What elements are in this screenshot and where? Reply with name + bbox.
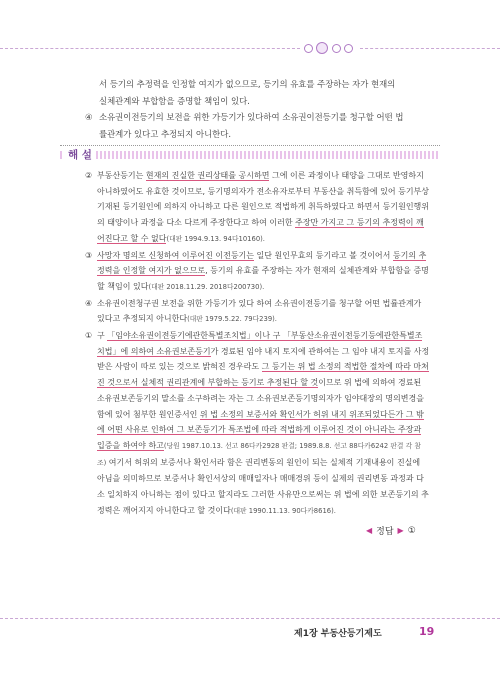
footer-divider <box>0 618 500 619</box>
explanation-item <box>85 296 430 328</box>
choice-text: 소유권이전등기의 보전을 위한 가등기가 있다하여 소유권이전등기를 청구할 어떤 법 <box>99 112 404 122</box>
underlined-text: 그 등기는 위 법 소정의 적법한 절차에 따라 마쳐진 것으로서 실체적 권리관계에 부합하는 등기로 추정된다 할 것 <box>97 362 429 388</box>
case-citation: (당원 1987.10.13. 선고 86다카2928 판결; 1989.8.8. 선고 88다카6242 판결 각 참조) <box>97 441 421 467</box>
underlined-text: 「임야소유권이전등기에관한특별조치법」이나 구 「부동산소유권이전등기등에관한특별조치법」에 의하여 소유권보존등기 <box>97 331 423 356</box>
text: 일단 원인무효의 등기라고 볼 것이어서 <box>254 250 393 260</box>
choice-text: 률관계가 있다고 추정되지 아니한다. <box>99 128 232 139</box>
decor-dot <box>332 44 341 53</box>
text: 구 <box>97 331 108 341</box>
underlined-text: 등기의 추정력을 인정할 여지가 없으므로 <box>97 250 427 276</box>
chevron-left-icon: ◀ <box>366 526 373 535</box>
explanation-text <box>97 296 430 328</box>
answer-value: ① <box>407 525 416 536</box>
top-divider-left <box>0 48 300 49</box>
underlined-text: 사망자 명의로 신청하여 이루어진 이전등기는 <box>97 250 255 260</box>
choice-item-4 <box>85 109 425 126</box>
explanation-body <box>85 168 430 519</box>
explanation-item <box>85 168 430 248</box>
explanation-header <box>60 148 440 162</box>
case-citation: (대판 2018.11.29. 2018다200730). <box>148 282 265 291</box>
explanation-number: ③ <box>85 250 93 260</box>
explanation-number: ① <box>85 331 93 341</box>
case-citation: (대판 1990.11.13. 90다카8616). <box>230 506 336 515</box>
answer-box <box>366 524 416 537</box>
header-bar <box>60 151 440 159</box>
explanation-number: ② <box>85 171 93 180</box>
case-citation: (대판 1979.5.22. 79다239). <box>187 315 277 324</box>
text: 그에 이른 과정이나 태양을 그대로 반영하지 아니하였어도 유효한 것이므로, 등기명의자가 전소유자로부터 부동산을 취득함에 있어 등기부상 기재된 등기원인에 의하지 아니하고 다른 원인으로 적법하게 취득하였다고 하면서 등기원인행위의 태양이나 과정을 다소 다르게 주장한다고 하여 이러한 <box>97 171 430 228</box>
text: 소유권이전청구권 보전을 위한 가등기가 있다 하여 소유권이전등기를 청구할 어떤 법률관계가 있다고 추정되지 아니한다 <box>97 298 422 324</box>
explanation-title: 해 설 <box>64 147 96 162</box>
case-citation: (대판 1994.9.13. 94다10160). <box>166 234 265 243</box>
decor-dot <box>316 42 328 54</box>
explanation-text <box>97 168 430 248</box>
choice-text: 실체관계와 부합함을 증명할 책임이 있다. <box>99 95 250 106</box>
choices-block <box>85 76 425 142</box>
underlined-text: 현재의 진실한 권리상태를 공시하면 <box>145 171 270 180</box>
answer-label: 정답 <box>376 527 394 537</box>
explanation-text <box>97 328 430 519</box>
decor-dot <box>344 44 353 53</box>
underlined-text: 위 법 소정의 보증서와 확인서가 허위 내지 위조되었다든가 그 밖에 어떤 사유로 인하여 그 보존등기가 특조법에 따라 적법하게 이루어진 것이 아니라는 주장과 입증을 하여야 하고 <box>97 409 424 450</box>
choice-text: 서 등기의 추정력을 인정할 여지가 없으므로, 등기의 유효를 주장하는 자가 현재의 <box>99 79 396 89</box>
text: 부동산등기는 <box>97 171 146 180</box>
text: 여기서 허위의 보증서나 확인서라 함은 권리변동의 원인이 되는 실체적 기재내용이 진실에 아님을 의미하므로 보증서나 확인서상의 매매일자나 매매경위 등이 실제의 권리변동 과정과 다소 일치하지 아니하는 점이 있다고 할지라도 그러한 사유만으로써는 위 법에 의한 보존등기의 추정력은 깨어지지 아니한다고 할 것이다 <box>97 457 429 515</box>
text: , 등기의 유효를 주장하는 자가 현재의 실체관계와 부합함을 증명할 책임이 있다 <box>97 266 429 291</box>
text: 가 경료된 임야 내지 토지에 관하여는 그 임야 내지 토지를 사정받은 사람이 따로 있는 것으로 밝혀진 경우라도 <box>97 346 430 372</box>
chevron-right-icon: ▶ <box>397 526 404 535</box>
decor-dot <box>304 44 313 53</box>
text: 이므로 위 법에 의하여 경료된 소유권보존등기의 말소를 소구하려는 자는 그 소유권보존등기명의자가 임야대장의 명의변경을 함에 있어 첨부한 원인증서인 <box>97 378 424 419</box>
choice-number: ④ <box>85 112 93 122</box>
top-divider-right <box>360 48 500 49</box>
explanation-text <box>97 248 430 296</box>
explanation-item <box>85 328 430 519</box>
underlined-text: 주장만 가지고 그 등기의 추정력이 깨어진다고 할 수 없다 <box>97 218 424 243</box>
explanation-item <box>85 248 430 296</box>
chapter-title: 제1장 부동산등기제도 <box>294 629 382 639</box>
explanation-number: ④ <box>85 298 93 308</box>
section-divider <box>60 145 440 146</box>
page-number: 19 <box>419 625 435 638</box>
